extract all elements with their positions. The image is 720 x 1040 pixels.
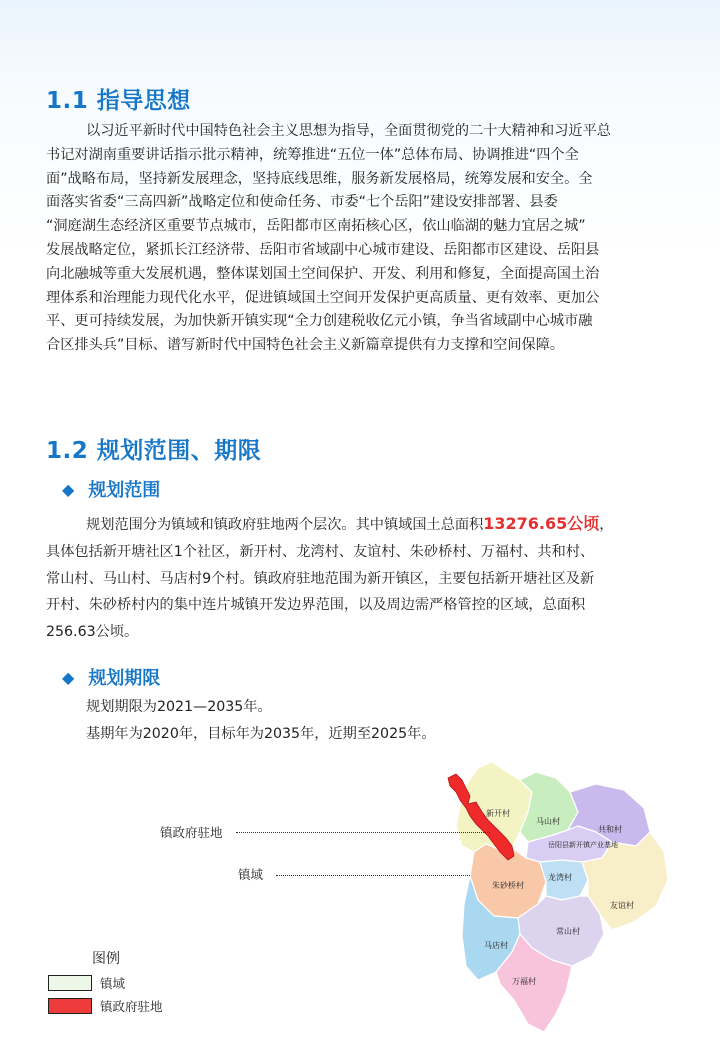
paragraph-line: 开村、朱砂桥村内的集中连片城镇开发边界范围，以及周边需严格管控的区域，总面积	[46, 597, 586, 614]
total-area-highlight: 13276.65公顷	[483, 514, 600, 533]
callout-leader-line	[276, 875, 470, 876]
map-label-changshan: 常山村	[556, 927, 580, 936]
scope-text: 规划范围分为镇域和镇政府驻地两个层次。其中镇域国土总面积	[86, 517, 484, 533]
paragraph-line: 面”战略布局，坚持新发展理念，坚持底线思维，服务新发展格局，统筹发展和安全。全	[46, 170, 593, 187]
map-label-industrial-park: 岳阳县新开镇产业基地	[548, 841, 618, 849]
paragraph-line: 基期年为2020年，目标年为2035年，近期至2025年。	[86, 725, 436, 742]
map-label-mashan: 马山村	[536, 817, 560, 826]
paragraph-line: 256.63公顷。	[46, 624, 139, 641]
diamond-bullet-icon: ◆	[62, 480, 75, 499]
legend-label-government-seat: 镇政府驻地	[100, 999, 163, 1014]
map-label-zhushaqiao: 朱砂桥村	[492, 881, 524, 890]
paragraph-line: 书记对湖南重要讲话指示批示精神，统筹推进“五位一体”总体布局、协调推进“四个全	[46, 146, 579, 163]
subheading-planning-period	[62, 664, 160, 690]
paragraph-line: 平、更可持续发展，为加快新开镇实现“全力创建税收亿元小镇，争当省域副中心城市融	[46, 313, 593, 330]
map-label-wanfu: 万福村	[512, 977, 536, 986]
paragraph-line: 合区排头兵”目标、谱写新时代中国特色社会主义新篇章提供有力支撑和空间保障。	[46, 337, 565, 354]
scope-text: ，	[599, 517, 614, 533]
paragraph-line: “洞庭湖生态经济区重要节点城市，岳阳都市区南拓核心区，依山临湖的魅力宜居之城”	[46, 218, 586, 235]
callout-town-area: 镇域	[238, 867, 264, 882]
guiding-ideology-paragraph	[46, 120, 686, 358]
legend-swatch-government-seat	[48, 998, 92, 1014]
paragraph-line: 理体系和治理能力现代化水平，促进镇域国土空间开发保护更高质量、更有效率、更加公	[46, 289, 600, 306]
callout-government-seat: 镇政府驻地	[160, 825, 223, 840]
subheading-planning-scope	[62, 476, 160, 502]
paragraph-line: 具体包括新开塘社区1个社区，新开村、龙湾村、友谊村、朱砂桥村、万福村、共和村、	[46, 543, 595, 560]
subheading-text: 规划范围	[88, 480, 161, 501]
section-heading-planning-scope-period: 1.2 规划范围、期限	[46, 438, 262, 464]
map-label-youyi: 友谊村	[610, 901, 634, 910]
planning-period-paragraph	[46, 696, 686, 747]
paragraph-line	[46, 512, 686, 538]
map-label-gonghe: 共和村	[598, 825, 622, 834]
legend-label-town-area: 镇域	[100, 976, 126, 991]
paragraph-line: 以习近平新时代中国特色社会主义思想为指导，全面贯彻党的二十大精神和习近平总	[86, 123, 611, 139]
subheading-text: 规划期限	[88, 668, 161, 689]
paragraph-line: 常山村、马山村、马店村9个村。镇政府驻地范围为新开镇区，主要包括新开塘社区及新	[46, 570, 595, 587]
map-label-madian: 马店村	[484, 941, 508, 950]
section-heading-guiding-ideology: 1.1 指导思想	[46, 88, 191, 114]
planning-scope-paragraph	[46, 512, 686, 645]
map-label-longwan: 龙湾村	[548, 873, 572, 882]
paragraph-line: 发展战略定位，紧抓长江经济带、岳阳市省域副中心城市建设、岳阳都市区建设、岳阳县	[46, 241, 600, 258]
paragraph-line: 规划期限为2021—2035年。	[86, 699, 272, 715]
legend-title: 图例	[92, 951, 120, 967]
callout-leader-line	[236, 832, 490, 833]
legend-swatch-town-area	[48, 975, 92, 991]
map-label-xinkai: 新开村	[486, 809, 510, 818]
paragraph-line: 向北融城等重大发展机遇，整体谋划国土空间保护、开发、利用和修复，全面提高国土治	[46, 265, 600, 282]
paragraph-line: 面落实省委“三高四新”战略定位和使命任务、市委“七个岳阳”建设安排部署、县委	[46, 194, 558, 211]
diamond-bullet-icon: ◆	[62, 668, 75, 687]
